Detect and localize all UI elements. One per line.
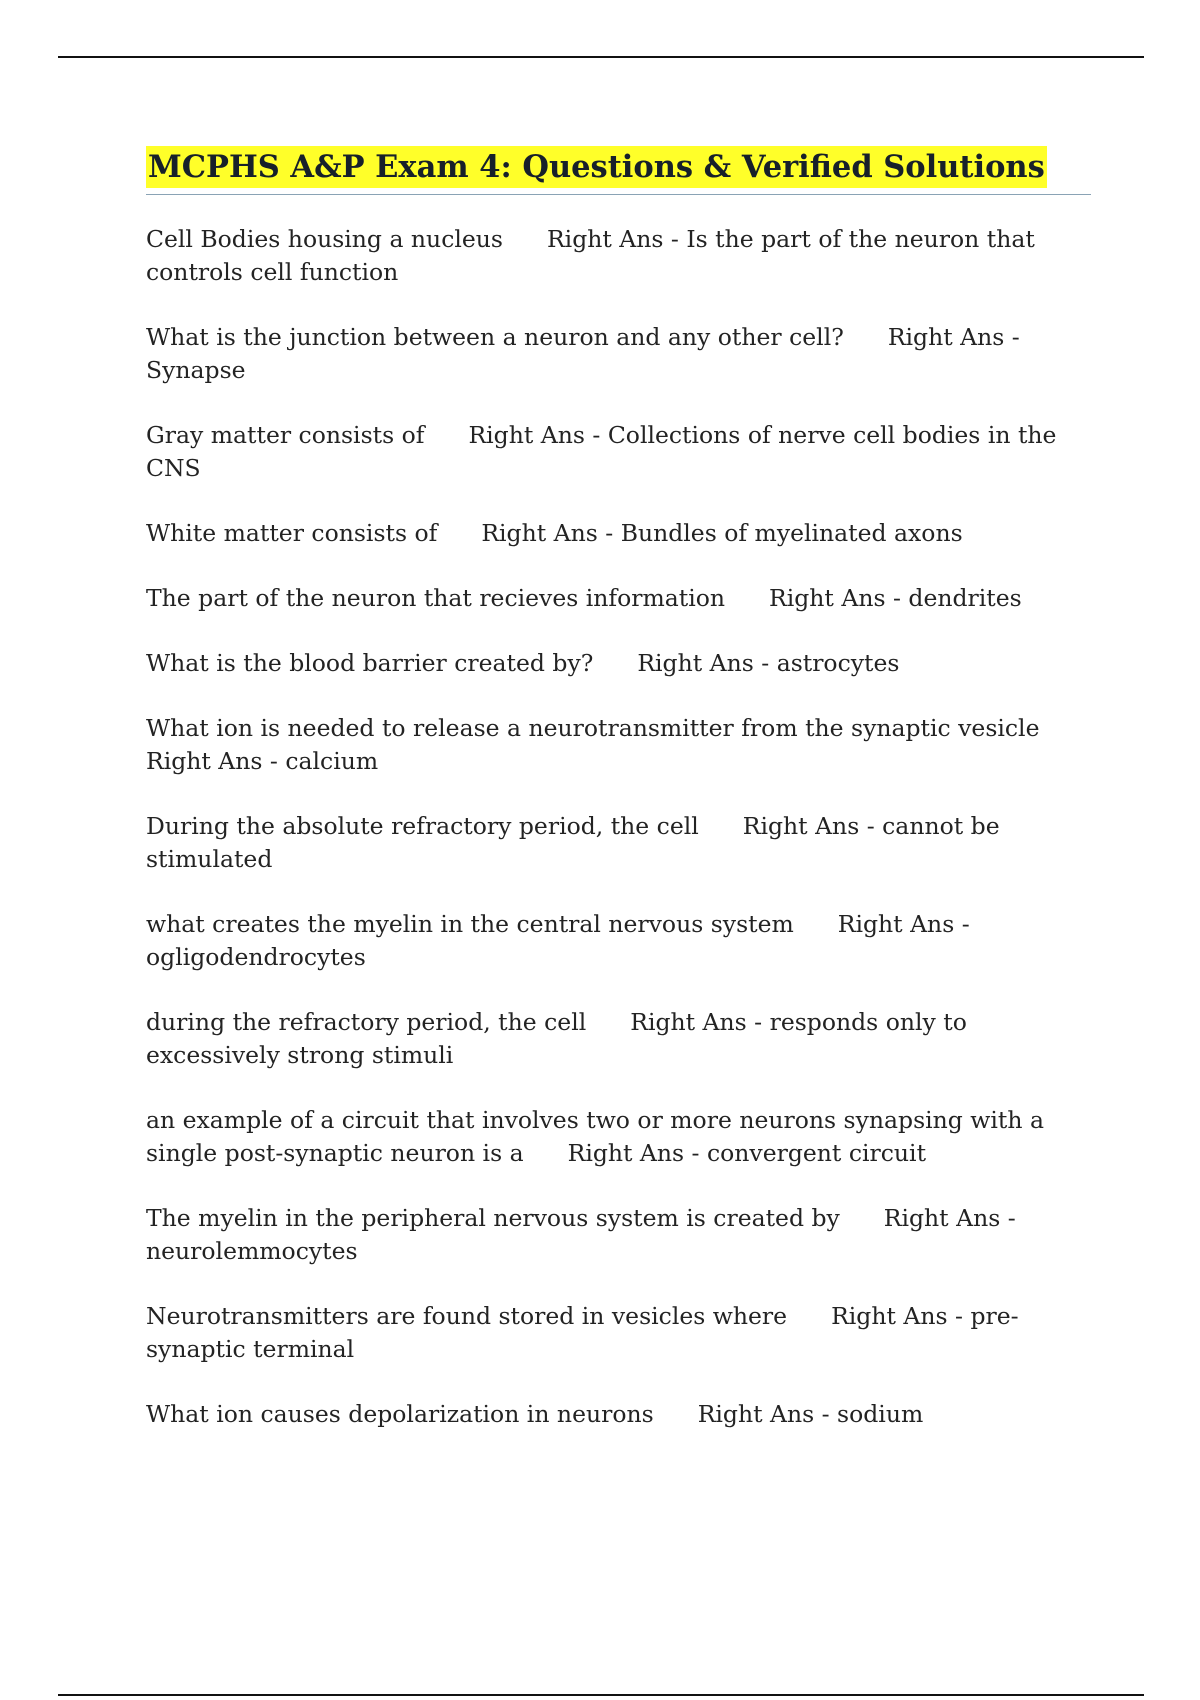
question-text: during the refractory period, the cell <box>146 1008 587 1036</box>
qa-item <box>146 647 1091 680</box>
question-text: Cell Bodies housing a nucleus <box>146 225 503 253</box>
qa-item <box>146 1398 1091 1431</box>
question-text: What is the junction between a neuron and any other cell? <box>146 323 844 351</box>
qa-item <box>146 582 1091 615</box>
qa-item <box>146 810 1091 876</box>
question-text: what creates the myelin in the central nervous system <box>146 910 794 938</box>
qa-item <box>146 908 1091 974</box>
qa-item <box>146 1006 1091 1072</box>
answer-prefix: Right Ans - <box>883 1204 1016 1232</box>
answer-text: Is the part of the neuron that controls cell function <box>146 225 1035 286</box>
answer-prefix: Right Ans - <box>468 421 608 449</box>
question-text: During the absolute refractory period, the cell <box>146 812 699 840</box>
question-text: The part of the neuron that recieves information <box>146 584 726 612</box>
answer-prefix: Right Ans - <box>567 1139 707 1167</box>
question-text: White matter consists of <box>146 519 438 547</box>
page-top-rule <box>58 56 1144 58</box>
qa-item <box>146 712 1091 778</box>
question-text: What ion is needed to release a neurotransmitter from the synaptic vesicle <box>146 714 1040 742</box>
answer-text: convergent circuit <box>706 1139 927 1167</box>
question-text: The myelin in the peripheral nervous system is created by <box>146 1204 840 1232</box>
qa-item <box>146 1300 1091 1366</box>
answer-prefix: Right Ans - <box>742 812 883 840</box>
answer-prefix: Right Ans - <box>146 747 286 775</box>
qa-item <box>146 223 1091 289</box>
answer-prefix: Right Ans - <box>837 910 970 938</box>
answer-text: Synapse <box>146 356 246 384</box>
qa-item <box>146 1202 1091 1268</box>
answer-prefix: Right Ans - <box>831 1302 971 1330</box>
page-bottom-rule <box>58 1694 1144 1696</box>
answer-text: sodium <box>837 1400 924 1428</box>
answer-prefix: Right Ans - <box>697 1400 838 1428</box>
answer-prefix: Right Ans - <box>769 584 909 612</box>
answer-prefix: Right Ans - <box>630 1008 770 1036</box>
document-body <box>146 146 1091 1463</box>
qa-list <box>146 223 1091 1431</box>
answer-text: astrocytes <box>776 649 900 677</box>
answer-text: Collections of nerve cell bodies in the CNS <box>146 421 1057 482</box>
answer-text: dendrites <box>908 584 1022 612</box>
question-text: an example of a circuit that involves two or more neurons synapsing with a single post-synaptic neuron is a <box>146 1106 1044 1167</box>
answer-prefix: Right Ans - <box>481 519 621 547</box>
answer-prefix: Right Ans - <box>637 649 777 677</box>
qa-item <box>146 321 1091 387</box>
question-text: What is the blood barrier created by? <box>146 649 594 677</box>
answer-text: cannot be stimulated <box>146 812 1000 873</box>
answer-text: calcium <box>285 747 379 775</box>
qa-item <box>146 419 1091 485</box>
answer-text: responds only to excessively strong stimuli <box>146 1008 967 1069</box>
qa-item <box>146 1104 1091 1170</box>
qa-item <box>146 517 1091 550</box>
answer-prefix: Right Ans - <box>887 323 1020 351</box>
answer-text: Bundles of myelinated axons <box>620 519 963 547</box>
answer-text: ogligodendrocytes <box>146 943 366 971</box>
question-text: What ion causes depolarization in neurons <box>146 1400 654 1428</box>
document-title: MCPHS A&P Exam 4: Questions & Verified Solutions <box>146 146 1047 188</box>
answer-prefix: Right Ans - <box>546 225 687 253</box>
question-text: Gray matter consists of <box>146 421 425 449</box>
question-text: Neurotransmitters are found stored in vesicles where <box>146 1302 788 1330</box>
answer-text: neurolemmocytes <box>146 1237 358 1265</box>
answer-text: pre-synaptic terminal <box>146 1302 1019 1363</box>
title-block <box>146 146 1091 195</box>
